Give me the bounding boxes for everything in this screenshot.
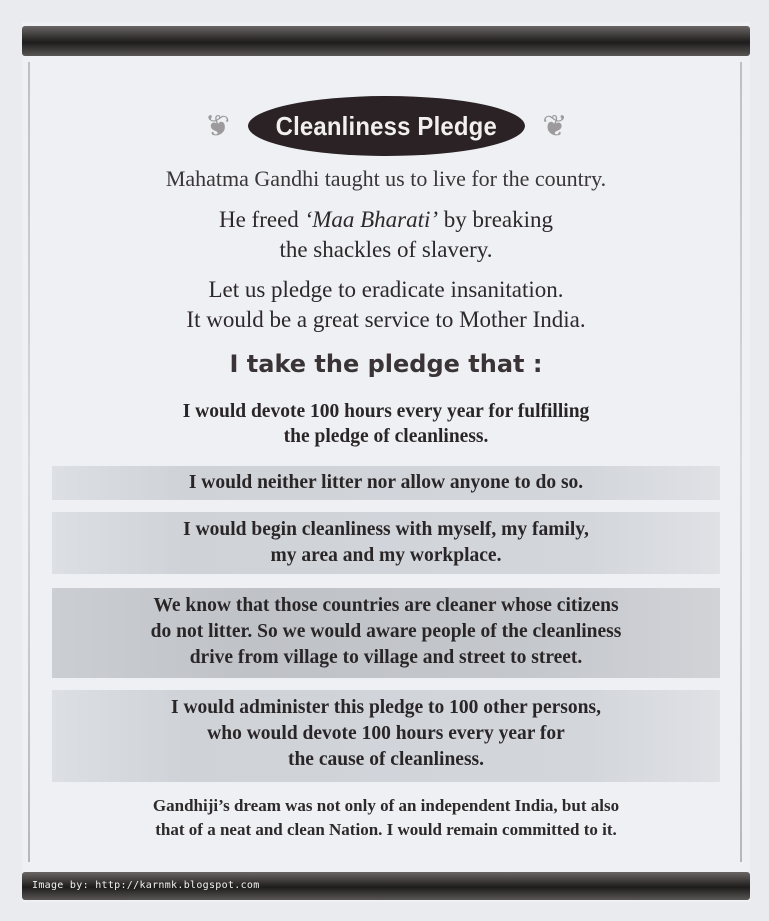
right-ornament-icon: ❦: [542, 108, 568, 144]
intro-line-4: Let us pledge to eradicate insanitation.: [208, 277, 564, 302]
intro-line-2-pre: He freed: [218, 207, 305, 232]
top-border-bar: [22, 26, 750, 56]
intro-line-2-post: by breaking: [438, 207, 554, 232]
pledge-item-4-line-3: drive from village to village and street to street.: [189, 647, 583, 668]
closing-line-1: Gandhiji’s dream was not only of an independent India, but also: [152, 796, 620, 815]
left-ornament-icon: ❦: [204, 108, 230, 144]
pledge-item-4-line-1: We know that those countries are cleaner whose citizens: [153, 595, 619, 616]
pledge-item-4-line-2: do not litter. So we would aware people of the cleanliness: [150, 621, 622, 642]
pledge-item-1-line-2: the pledge of cleanliness.: [283, 426, 489, 447]
closing-line-2: that of a neat and clean Nation. I would remain committed to it.: [155, 820, 617, 839]
pledge-item-5-line-2: who would devote 100 hours every year for: [207, 723, 565, 744]
page-title: Cleanliness Pledge: [248, 96, 525, 156]
pledge-item-2-line-1: I would neither litter nor allow anyone to do so.: [188, 472, 584, 493]
pledge-sheet: [22, 22, 750, 902]
pledge-item-3-line-1: I would begin cleanliness with myself, my family,: [183, 519, 589, 540]
pledge-item-3-line-2: my area and my workplace.: [270, 545, 502, 566]
pledge-item-1-line-1: I would devote 100 hours every year for fulfilling: [182, 401, 590, 422]
maa-bharati-phrase: ‘Maa Bharati’: [304, 207, 439, 232]
intro-line-2: [22, 206, 750, 233]
intro-line-5: It would be a great service to Mother India.: [186, 307, 586, 332]
intro-line-3: the shackles of slavery.: [279, 237, 493, 262]
pledge-item-5-line-1: I would administer this pledge to 100 other persons,: [171, 697, 601, 718]
intro-line-1: Mahatma Gandhi taught us to live for the country.: [165, 166, 607, 191]
image-credit-caption: Image by: http://karnmk.blogspot.com: [32, 880, 260, 891]
pledge-item-5-line-3: the cause of cleanliness.: [287, 749, 485, 770]
pledge-heading: I take the pledge that :: [229, 350, 543, 378]
title-area: [22, 94, 750, 158]
